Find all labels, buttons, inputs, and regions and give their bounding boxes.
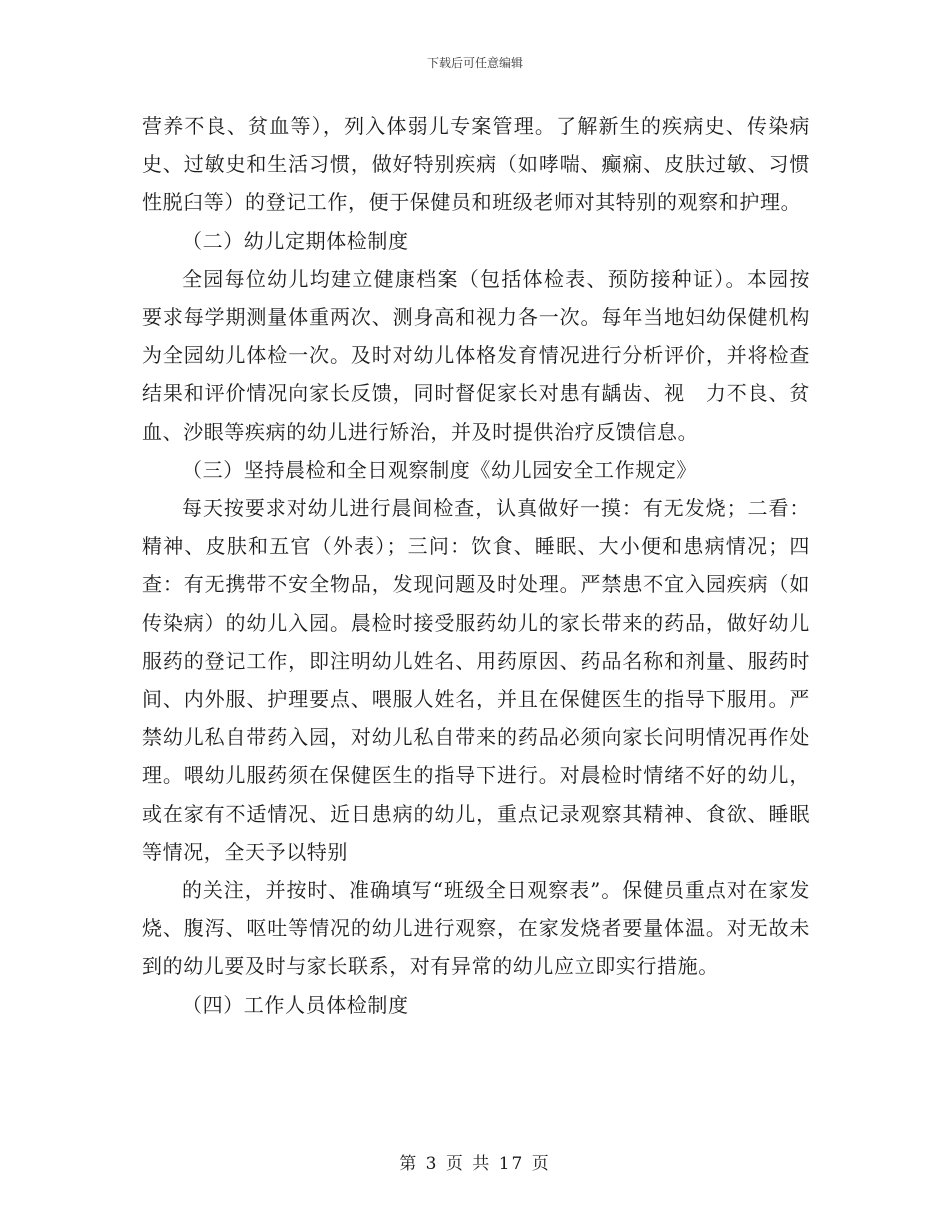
paragraph-all-day-observation: 的关注，并按时、准确填写“班级全日观察表”。保健员重点对在家发烧、腹泻、呕吐等情况的幼儿进行观察，在家发烧者要量体温。对无故未到的幼儿要及时与家长联系，对有异常的幼儿应立即实行措施。: [142, 878, 810, 979]
paragraph-health-records: 全园每位幼儿均建立健康档案（包括体检表、预防接种证）。本园按要求每学期测量体重两次、测身高和视力各一次。每年当地妇幼保健机构为全园幼儿体检一次。及时对幼儿体格发育情况进行分析评价，并将检查结果和评价情况向家长反馈，同时督促家长对患有龋齿、视 力不良、贫血、沙眼等疾病的幼儿进行矫治，并及时提供治疗反馈信息。: [142, 266, 810, 444]
document-body: [142, 107, 810, 1024]
section-heading-2: （二）幼儿定期体检制度: [182, 228, 409, 253]
header-note: 下载后可任意编辑: [426, 56, 523, 70]
section-heading-4: （四）工作人员体检制度: [182, 992, 409, 1017]
paragraph-continued: 营养不良、贫血等），列入体弱儿专案管理。了解新生的疾病史、传染病史、过敏史和生活习惯，做好特别疾病（如哮喘、癫痫、皮肤过敏、习惯性脱臼等）的登记工作，便于保健员和班级老师对其特别的观察和护理。: [142, 114, 810, 215]
section-heading-3: （三）坚持晨检和全日观察制度《幼儿园安全工作规定》: [182, 457, 697, 482]
paragraph-morning-check: 每天按要求对幼儿进行晨间检查，认真做好一摸：有无发烧；二看：精神、皮肤和五官（外表）；三问：饮食、睡眠、大小便和患病情况；四查：有无携带不安全物品，发现问题及时处理。严禁患不宜入园疾病（如传染病）的幼儿入园。晨检时接受服药幼儿的家长带来的药品，做好幼儿服药的登记工作，即注明幼儿姓名、用药原因、药品名称和剂量、服药时间、内外服、护理要点、喂服人姓名，并且在保健医生的指导下服用。严禁幼儿私自带药入园，对幼儿私自带来的药品必须向家长问明情况再作处理。喂幼儿服药须在保健医生的指导下进行。对晨检时情绪不好的幼儿，或在家有不适情况、近日患病的幼儿，重点记录观察其精神、食欲、睡眠等情况，全天予以特别: [142, 496, 810, 864]
page-number: 第 3 页 共 17 页: [399, 1154, 551, 1174]
